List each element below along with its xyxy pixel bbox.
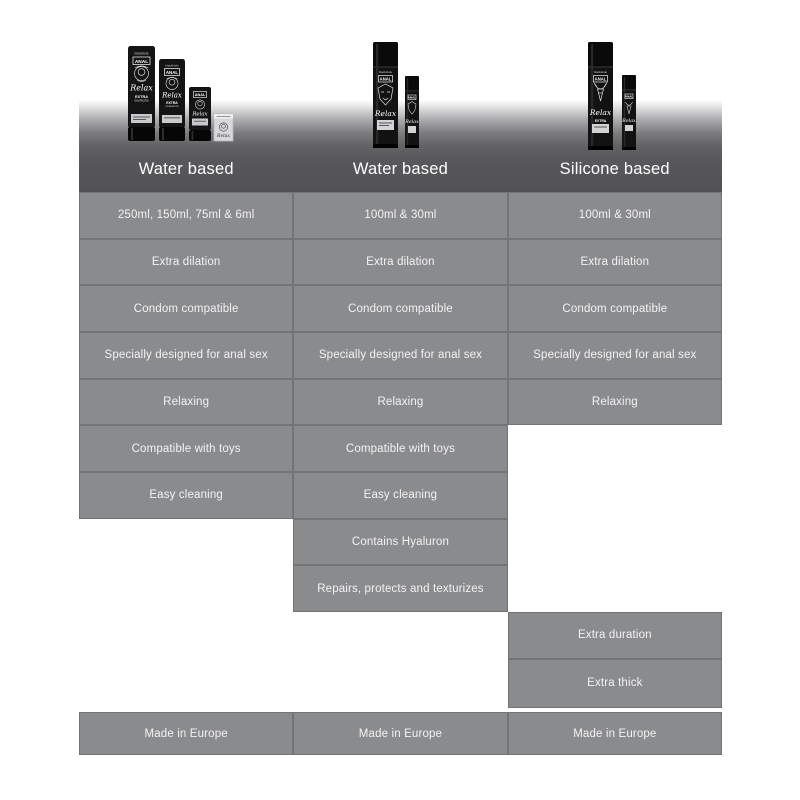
svg-text:Relax: Relax xyxy=(217,134,230,139)
product-image-tubes xyxy=(120,42,250,144)
svg-text:ANAL: ANAL xyxy=(134,59,149,65)
column-header-silicone: Silicone based xyxy=(559,160,670,178)
table-cell-feature: Specially designed for anal sex xyxy=(293,332,507,379)
svg-text:ANAL: ANAL xyxy=(594,76,607,82)
svg-text:blackHole: blackHole xyxy=(593,70,608,74)
table-cell-feature: Relaxing xyxy=(79,379,293,426)
tube-large xyxy=(128,46,155,141)
svg-text:ANAL: ANAL xyxy=(194,93,206,98)
svg-text:ANAL: ANAL xyxy=(379,76,392,82)
table-cell-feature: Specially designed for anal sex xyxy=(508,332,722,379)
table-cell-feature: Easy cleaning xyxy=(293,472,507,519)
table-cell-feature: Specially designed for anal sex xyxy=(79,332,293,379)
svg-text:EXTRA: EXTRA xyxy=(166,101,178,105)
svg-text:Relax: Relax xyxy=(622,119,636,124)
svg-text:ANAL: ANAL xyxy=(624,94,634,99)
table-cell-made-in: Made in Europe xyxy=(79,712,293,755)
bottle-small xyxy=(404,76,419,148)
table-cell-feature: Contains Hyaluron xyxy=(293,519,507,566)
svg-text:Relax: Relax xyxy=(405,120,419,125)
product-image-bottles-water xyxy=(360,38,430,150)
table-cell-feature: Relaxing xyxy=(293,379,507,426)
bottle-large xyxy=(588,42,613,150)
table-cell-feature: Condom compatible xyxy=(293,285,507,332)
tube-small xyxy=(189,87,211,141)
svg-text:DILATACIÓN: DILATACIÓN xyxy=(134,99,149,103)
table-cell-feature: Repairs, protects and texturizes xyxy=(293,565,507,612)
svg-text:DILATACIÓN: DILATACIÓN xyxy=(165,106,179,109)
table-cell-feature: Relaxing xyxy=(508,379,722,426)
table-cell-feature: Condom compatible xyxy=(508,285,722,332)
table-cell-feature: Extra duration xyxy=(508,612,722,659)
svg-text:EXTRA: EXTRA xyxy=(594,119,607,123)
svg-text:ANAL: ANAL xyxy=(165,69,179,75)
svg-text:Relax: Relax xyxy=(130,83,153,93)
svg-text:blackHole: blackHole xyxy=(378,70,393,74)
table-cell-feature: Easy cleaning xyxy=(79,472,293,519)
table-cell-feature: Extra dilation xyxy=(508,239,722,286)
svg-text:ANAL: ANAL xyxy=(407,95,417,100)
svg-text:Relax: Relax xyxy=(589,108,612,117)
table-cell-made-in: Made in Europe xyxy=(508,712,722,755)
table-cell-feature: Condom compatible xyxy=(79,285,293,332)
sachet xyxy=(214,114,233,141)
table-cell-made-in: Made in Europe xyxy=(293,712,507,755)
svg-text:Relax: Relax xyxy=(162,91,182,100)
table-cell-feature: Extra dilation xyxy=(79,239,293,286)
table-cell-sizes: 250ml, 150ml, 75ml & 6ml xyxy=(79,192,293,239)
table-cell-feature: Compatible with toys xyxy=(79,425,293,472)
table-cell-sizes: 100ml & 30ml xyxy=(508,192,722,239)
tube-medium xyxy=(159,59,185,141)
svg-text:blackHole: blackHole xyxy=(165,63,179,68)
svg-text:Relax: Relax xyxy=(374,109,397,118)
table-cell-feature: Extra dilation xyxy=(293,239,507,286)
table-cell-feature: Extra thick xyxy=(508,659,722,708)
product-image-bottles-silicone xyxy=(575,38,650,153)
bottle-large xyxy=(373,42,398,148)
column-header-water-2: Water based xyxy=(352,160,449,178)
column-header-water-1: Water based xyxy=(138,160,234,178)
bottle-small xyxy=(621,75,636,150)
table-cell-feature: Compatible with toys xyxy=(293,425,507,472)
svg-text:Relax: Relax xyxy=(192,111,208,118)
table-cell-sizes: 100ml & 30ml xyxy=(293,192,507,239)
svg-text:EXTRA: EXTRA xyxy=(135,95,148,99)
svg-text:blackHole: blackHole xyxy=(134,51,149,56)
